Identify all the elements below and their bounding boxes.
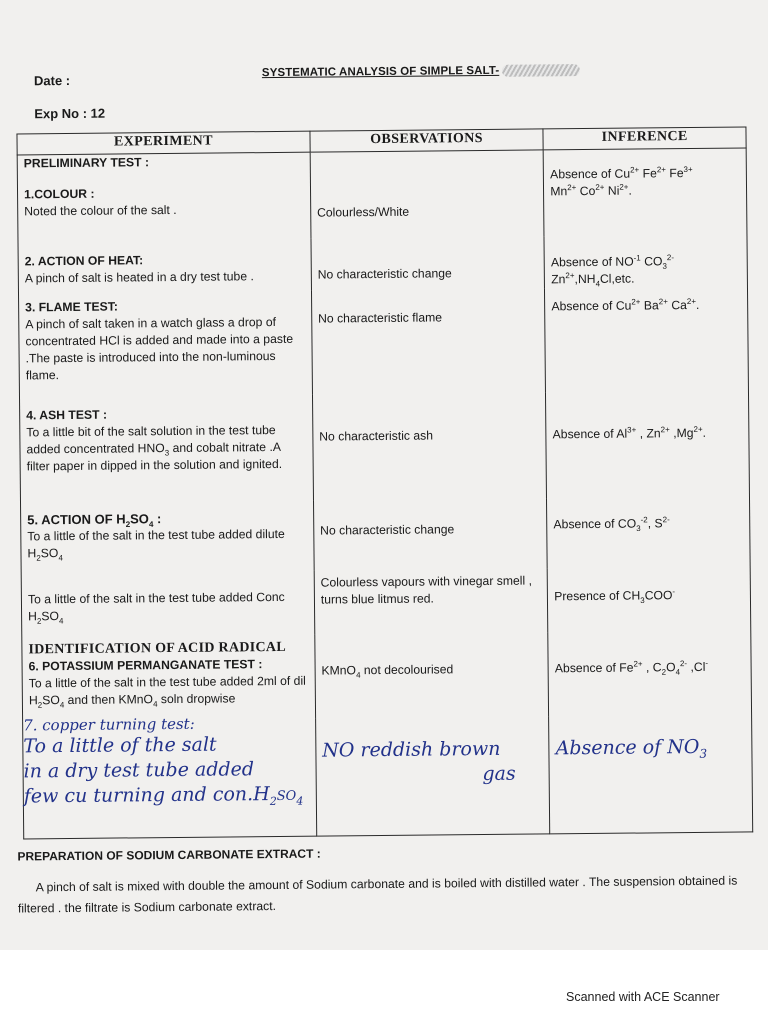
observation-cell: No characteristic ash (312, 392, 546, 500)
experiment-cell: 4. ASH TEST : To a little bit of the salt solution in the test tube added concentrated $HNO_3$ and cobalt nitrate .A filter paper in dipped in the solution and ignited. (19, 394, 313, 503)
observation-cell: Colourless vapours with vinegar smell , turns blue litmus red. (314, 568, 548, 634)
inference-cell: Absence of $Cu^{2+}$ $Fe^{2+}$ $Fe^{3+}$ $Mn^{2+}$ $Co^{2+}$ $Ni^{2+}$. (543, 148, 747, 236)
inference-cell: Absence of $Fe^{2+}$ , $C_2O_4^{2-}$ ,Cl- (548, 630, 752, 716)
table-row (18, 234, 747, 293)
inference-cell: Absence of $NO_3$ (549, 714, 753, 834)
experiment-cell: PRELIMINARY TEST : 1.COLOUR : Noted the colour of the salt . (17, 152, 311, 241)
inference-cell: Absence of $CO_3^{-2}$, $S^{2-}$ (547, 496, 750, 568)
col-inference: INFERENCE (543, 127, 746, 150)
scanner-watermark: Scanned with ACE Scanner (566, 990, 720, 1004)
observation-cell: No characteristic change (313, 498, 547, 570)
preliminary-heading: PRELIMINARY TEST : (23, 155, 150, 171)
table-row (19, 390, 749, 503)
preparation-text: A pinch of salt is mixed with double the amount of Sodium carbonate and is boiled with distilled water . The suspension obtained is filtered . the filtrate is Sodium carbonate extract. (17, 873, 738, 916)
experiment-cell: To a little of the salt in the test tube added Conc $H_2SO_4$ (21, 570, 314, 637)
observation-cell: Colourless/White (310, 150, 544, 238)
table-row (21, 566, 751, 637)
table-row (23, 714, 753, 839)
experiment-cell: IDENTIFICATION OF ACID RADICAL 6. POTASSIUM PERMANGANATE TEST : To a little of the salt in the test tube added 2ml of dil $H_2SO_4$ and then KMnO$_4$ soln dropwise (22, 634, 316, 721)
observation-cell: No characteristic change (311, 236, 545, 290)
table-row (22, 630, 752, 721)
inference-cell: Absence of $Al^{3+}$ , $Zn^{2+}$ $,Mg^{2+}$. (546, 390, 750, 498)
analysis-table (16, 126, 753, 839)
handwritten-test-title: 7. copper turning test: (23, 714, 195, 734)
preparation-heading: PREPARATION OF SODIUM CARBONATE EXTRACT : (17, 846, 321, 864)
col-observations: OBSERVATIONS (310, 129, 544, 152)
table-row (21, 496, 751, 573)
scribble-mark (502, 64, 580, 77)
table-row (17, 148, 747, 241)
experiment-cell: 2. ACTION OF HEAT: A pinch of salt is heated in a dry test tube . (18, 238, 311, 293)
inference-cell: Presence of $CH_3COO^-$ (547, 566, 750, 632)
observation-cell: NO reddish brown gas (315, 716, 550, 836)
experiment-number: Exp No : 12 (34, 105, 106, 122)
observation-cell: No characteristic flame (311, 288, 545, 394)
inference-cell: Absence of $NO^{-1}$ $CO_3^{2-}$ $Zn^{2+},NH_4Cl,etc$. (544, 234, 747, 288)
date-label: Date : (33, 72, 71, 89)
inference-cell: Absence of $Cu^{2+}$ $Ba^{2+}$ $Ca^{2+}$. (545, 286, 749, 392)
experiment-cell: 7. copper turning test: To a little of the salt in a dry test tube added few cu turning and $con.H_2SO_4$ (23, 718, 317, 839)
acid-radical-heading: IDENTIFICATION OF ACID RADICAL (28, 639, 287, 657)
experiment-cell: 3. FLAME TEST: A pinch of salt taken in a watch glass a drop of concentrated HCl is added and made into a paste .The paste is introduced into the non-luminous flame. (18, 290, 312, 397)
table-row (18, 286, 748, 397)
col-experiment: EXPERIMENT (17, 131, 310, 155)
page-title: SYSTEMATIC ANALYSIS OF SIMPLE SALT- (262, 64, 580, 79)
experiment-cell: 5. ACTION OF $H_2SO_4$ : To a little of the salt in the test tube added dilute $H_2SO_4$ (21, 500, 314, 573)
observation-cell: KMnO$_4$ not decolourised (315, 632, 549, 718)
